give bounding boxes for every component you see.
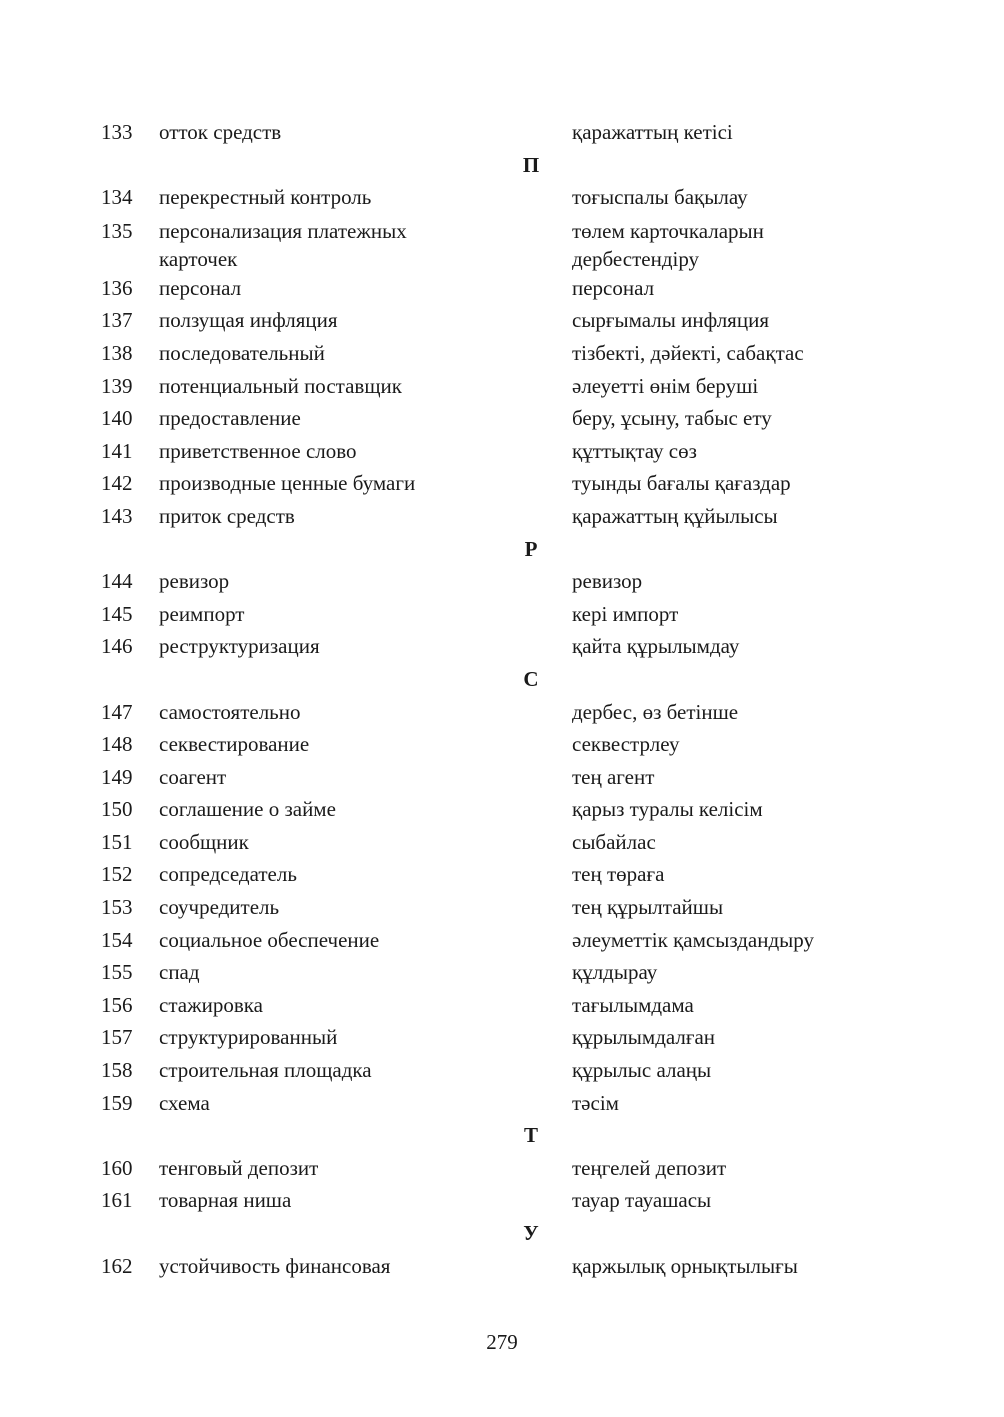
russian-term: последовательный <box>159 340 325 365</box>
entry-number: 153 <box>101 895 133 920</box>
glossary-entry <box>0 500 1004 533</box>
entry-number: 151 <box>101 829 133 854</box>
russian-term: товарная ниша <box>159 1188 292 1213</box>
glossary-entry <box>0 402 1004 435</box>
russian-term: ползущая инфляция <box>159 308 338 333</box>
kazakh-term: секвестрлеу <box>572 732 680 757</box>
glossary-entry <box>0 565 1004 598</box>
russian-term: схема <box>159 1090 210 1115</box>
russian-term-line: персонализация платежных <box>159 218 407 243</box>
kazakh-term: құрылыс алаңы <box>572 1058 712 1083</box>
russian-term: секвестирование <box>159 732 310 757</box>
kazakh-term: персонал <box>572 275 655 300</box>
kazakh-term: тоғыспалы бақылау <box>572 185 748 210</box>
russian-term-line: карточек <box>159 246 238 271</box>
entry-number: 162 <box>101 1253 133 1278</box>
entry-number: 146 <box>101 634 133 659</box>
kazakh-term: тең төраға <box>572 862 665 887</box>
glossary-entry <box>0 826 1004 859</box>
glossary-entry <box>0 630 1004 663</box>
russian-term <box>159 217 459 273</box>
kazakh-term: құлдырау <box>572 960 658 985</box>
kazakh-term: тәсім <box>572 1090 619 1115</box>
entry-number: 161 <box>101 1188 133 1213</box>
russian-term: стажировка <box>159 992 263 1017</box>
entry-number: 160 <box>101 1155 133 1180</box>
kazakh-term: қарыз туралы келісім <box>572 797 763 822</box>
kazakh-term: тауар тауашасы <box>572 1188 712 1213</box>
kazakh-term: қайта құрылымдау <box>572 634 740 659</box>
glossary-entry <box>0 181 1004 214</box>
russian-term: соагент <box>159 764 227 789</box>
russian-term: сообщник <box>159 829 249 854</box>
kazakh-term-line: төлем карточкаларын <box>572 218 764 243</box>
glossary-list <box>0 116 1004 1282</box>
entry-number: 144 <box>101 569 133 594</box>
entry-number: 141 <box>101 438 133 463</box>
russian-term: реструктуризация <box>159 634 320 659</box>
kazakh-term: қаражаттың кетісі <box>572 120 733 144</box>
glossary-entry <box>0 1087 1004 1120</box>
kazakh-term: әлеуетті өнім беруші <box>572 373 759 398</box>
kazakh-term: құрылымдалған <box>572 1025 716 1050</box>
entry-number: 138 <box>101 340 133 365</box>
section-letter: Р <box>524 536 538 561</box>
glossary-entry <box>0 956 1004 989</box>
glossary-entry <box>0 891 1004 924</box>
entry-number: 158 <box>101 1058 133 1083</box>
entry-number: 155 <box>101 960 133 985</box>
glossary-entry <box>0 924 1004 957</box>
entry-number: 147 <box>101 699 133 724</box>
russian-term: спад <box>159 960 200 985</box>
entry-number: 134 <box>101 185 133 210</box>
entry-number: 145 <box>101 601 133 626</box>
kazakh-term: қаржылық орнықтылығы <box>572 1253 798 1278</box>
russian-term: перекрестный контроль <box>159 185 372 210</box>
glossary-entry <box>0 1250 1004 1283</box>
russian-term: персонал <box>159 275 242 300</box>
russian-term: предоставление <box>159 406 301 431</box>
entry-number: 148 <box>101 732 133 757</box>
russian-term: устойчивость финансовая <box>159 1253 391 1278</box>
glossary-entry <box>0 1021 1004 1054</box>
kazakh-term: ревизор <box>572 569 643 594</box>
russian-term: соглашение о займе <box>159 797 336 822</box>
glossary-entry <box>0 272 1004 305</box>
russian-term: потенциальный поставщик <box>159 373 402 398</box>
glossary-entry <box>0 435 1004 468</box>
entry-number: 143 <box>101 503 133 528</box>
russian-term: соучредитель <box>159 895 280 920</box>
kazakh-term-line: дербестендіру <box>572 246 700 271</box>
kazakh-term: қаражаттың құйылысы <box>572 503 778 528</box>
section-letter: Т <box>523 1123 538 1148</box>
entry-number: 142 <box>101 471 133 496</box>
entry-number: 135 <box>101 218 133 243</box>
russian-term: реимпорт <box>159 601 245 626</box>
russian-term: ревизор <box>159 569 230 594</box>
russian-term: самостоятельно <box>159 699 301 724</box>
kazakh-term: сырғымалы инфляция <box>572 308 769 333</box>
kazakh-term: беру, ұсыну, табыс ету <box>572 406 772 431</box>
russian-term: социальное обеспечение <box>159 927 380 952</box>
kazakh-term: тағылымдама <box>572 992 694 1017</box>
glossary-entry <box>0 1054 1004 1087</box>
entry-number: 137 <box>101 308 133 333</box>
kazakh-term: кері импорт <box>572 601 679 626</box>
glossary-entry <box>0 989 1004 1022</box>
glossary-entry <box>0 1184 1004 1217</box>
russian-term: тенговый депозит <box>159 1155 319 1180</box>
glossary-entry <box>0 1152 1004 1185</box>
glossary-entry <box>0 598 1004 631</box>
entry-number: 133 <box>101 120 133 144</box>
kazakh-term: тең агент <box>572 764 655 789</box>
entry-number: 157 <box>101 1025 133 1050</box>
entry-number: 150 <box>101 797 133 822</box>
glossary-entry <box>0 728 1004 761</box>
kazakh-term: теңгелей депозит <box>572 1155 727 1180</box>
russian-term: приветственное слово <box>159 438 357 463</box>
glossary-entry <box>0 370 1004 403</box>
section-letter: У <box>523 1221 539 1245</box>
russian-term: структурированный <box>159 1025 338 1050</box>
russian-term: производные ценные бумаги <box>159 471 416 496</box>
glossary-entry <box>0 793 1004 826</box>
kazakh-term: тең құрылтайшы <box>572 895 724 920</box>
kazakh-term: тізбекті, дәйекті, сабақтас <box>572 340 804 365</box>
glossary-entry <box>0 337 1004 370</box>
entry-number: 149 <box>101 764 133 789</box>
entry-number: 159 <box>101 1090 133 1115</box>
glossary-entry <box>0 467 1004 500</box>
kazakh-term: әлеуметтік қамсыздандыру <box>572 927 814 952</box>
russian-term: сопредседатель <box>159 862 297 887</box>
entry-number: 156 <box>101 992 133 1017</box>
russian-term: отток средств <box>159 120 282 144</box>
entry-number: 154 <box>101 927 133 952</box>
entry-number: 140 <box>101 406 133 431</box>
glossary-entry <box>0 116 1004 149</box>
russian-term: приток средств <box>159 503 295 528</box>
entry-number: 136 <box>101 275 133 300</box>
kazakh-term: құттықтау сөз <box>572 438 697 463</box>
entry-number: 152 <box>101 862 133 887</box>
russian-term: строительная площадка <box>159 1058 372 1083</box>
kazakh-term: сыбайлас <box>572 829 656 854</box>
entry-number: 139 <box>101 373 133 398</box>
kazakh-term <box>572 217 912 273</box>
glossary-entry <box>0 761 1004 794</box>
section-letter: П <box>522 152 540 177</box>
glossary-entry <box>0 858 1004 891</box>
kazakh-term: туынды бағалы қағаздар <box>572 471 791 496</box>
kazakh-term: дербес, өз бетінше <box>572 699 739 724</box>
glossary-entry <box>0 696 1004 729</box>
section-letter: С <box>523 666 539 691</box>
glossary-entry <box>0 304 1004 337</box>
glossary-entry <box>0 214 1004 272</box>
page-number: 279 <box>486 1330 518 1354</box>
